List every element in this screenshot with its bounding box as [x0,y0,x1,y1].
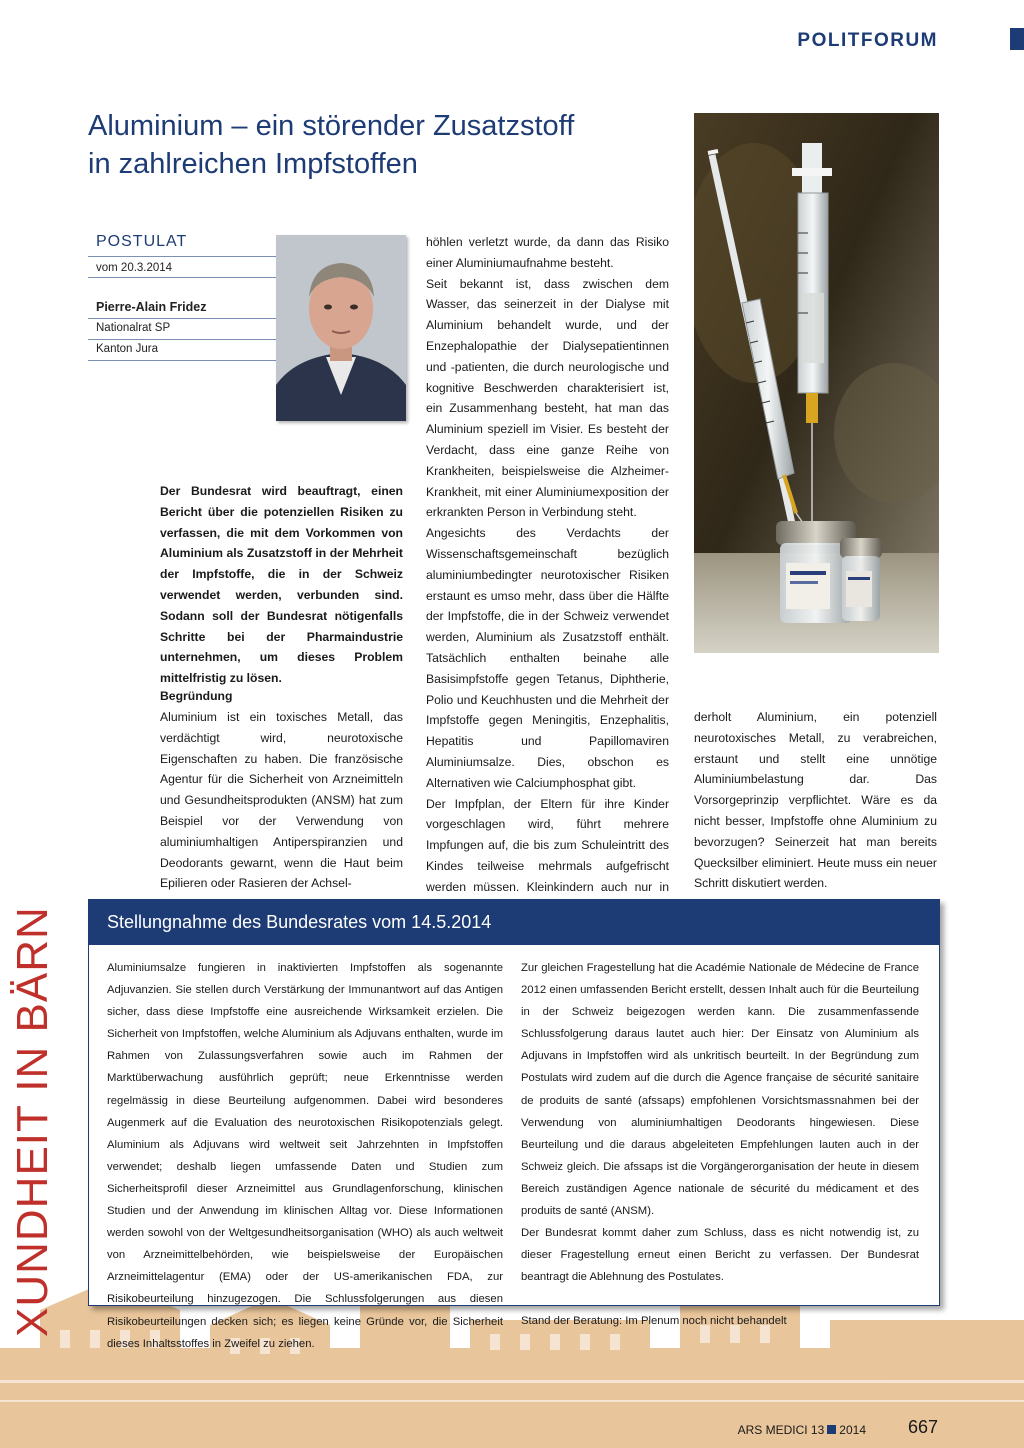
postulat-kicker: POSTULAT [96,233,188,250]
postulat-date: vom 20.3.2014 [96,262,173,274]
title-line-1: Aluminium – ein störender Zusatzstoff [88,110,575,142]
meta-divider [88,277,278,278]
section-marker [1010,28,1024,50]
author-name: Pierre-Alain Fridez [96,300,207,314]
statement-paragraph: Stand der Beratung: Im Plenum noch nicht behandelt [521,1315,787,1328]
article-paragraph: Der Impfplan, der Eltern für ihre Kinder vorgeschlagen wird, führt mehrere Impfungen auf, die bis zum Schuleintritt des Kindes teilweise mehrmals aufgefrischt werden müssen. Kleinkindern auch nur in [426,796,669,894]
footer-issue [738,1423,866,1437]
footer-magazine: ARS MEDICI 13 [737,1423,825,1437]
statement-column-left: Aluminiumsalze fungieren in inaktivierten Impfstoffen als sogenannte Adjuvanzien. Sie stellen durch Verstärkung der Immunantwort auf das Antigen sicher, dass diese Impfstoffe eine ausreichende Wirksamkeit erzielen. Die Sicherheit von Impfstoffen, welche Aluminium als Adjuvans enthalten, wurde im Rahmen von Zulassungsverfahren sowie auch im Rahmen der Marktüberwachung ausführlich geprüft; neue Erkenntnisse werden regelmässig in diese Beurteilung aufgenommen. Dabei wird besonderes Augenmerk auf die Evaluation des neurotoxischen Risikopotenzials gelegt. Aluminium als Adjuvans wird weltweit seit Jahrzehnten in Impfstoffen verwendet; deshalb liegen umfassende Daten und Studien zum Sicherheitsprofil dieser Arzneimittel aus Grundlagenforschung, klinischen Studien und der Anwendung im klinischen Alltag vor. Diese Informationen werden sowohl von der Weltgesundheitsorganisation (WHO) als auch weltweit von Arzneimittelbehörden, wie beispielsweise der Europäischen Arzneimittelagentur (EMA) oder der US-amerikanischen FDA, zur Risikobeurteilung hinzugezogen. Die Schlussfolgerungen aus diesen Risikobeurteilungen decken sich; es liegen keine Gründe vor, die Sicherheit dieses Inhaltsstoffes in Zweifel zu ziehen. [107,962,503,1350]
square-icon [827,1425,836,1434]
meta-divider [88,339,278,340]
author-canton: Kanton Jura [96,343,159,355]
author-role: Nationalrat SP [96,322,171,334]
article-paragraph: Angesichts des Verdachts der Wissenschaftsgemeinschaft bezüglich aluminiumbedingter neurotoxischer Risiken erstaunt es umso mehr, dass über die Hälfte der Impfstoffe, die in der Schweiz verwendet werden, Aluminium als Zusatzstoff enthält. Tatsächlich enthalten beinahe alle Basisimpfstoffe gegen Tetanus, Diphtherie, Polio und Keuchhusten und die Mehrheit der Impfstoffe gegen Meningitis, Enzephalitis, Hepatitis und Papillomaviren Aluminiumsalze. Dies, obschon es Alternativen wie Calciumphosphat gibt. [426,526,669,790]
title-line-2: in zahlreichen Impfstoffen [88,148,418,180]
article-paragraph: höhlen verletzt wurde, da dann das Risiko einer Aluminiumaufnahme besteht. [426,235,669,270]
meta-divider [88,360,278,361]
sidebar-vertical-title: XUNDHEIT IN BÄRN [8,906,57,1337]
section-label: POLITFORUM [797,30,938,51]
statement-paragraph: Zur gleichen Fragestellung hat die Académie Nationale de Médecine de France 2012 einen umfassenden Bericht erstellt, dessen Inhalt auch für die Beurteilung in der Schweiz beigezogen werden kann. Die zusammenfassende Schlussfolgerung daraus lautet auch hier: Der Einsatz von Aluminium als Adjuvans in Impfstoffen wird als unkritisch beurteilt. In der Begründung zum Postulats wird zudem auf die durch die Agence française de sécurité sanitaire de produits de santé (afssaps) empfohlenen Vorsichtsmassnahmen bei der Verwendung von aluminiumhaltigen Deodorants hingewiesen. Diese Beurteilung und die daraus abgeleiteten Empfehlungen lauten auch in der Schweiz gleich. Die afssaps ist die Vorgängerorganisation der heute in diesem Bereich zuständigen Agence nationale de sécurité du médicament et des produits de santé (ANSM). [521,962,919,1218]
statement-column-right [521,957,919,1333]
statement-heading: Stellungnahme des Bundesrates vom 14.5.2014 [89,900,939,945]
article-column-2 [426,232,669,918]
article-title [88,107,668,183]
article-paragraph: Seit bekannt ist, dass zwischen dem Wasser, das seinerzeit in der Dialyse mit Aluminium behandelt wurde, und der Enzephalopathie der Dialysepatientinnen und -patienten, die durch neurologische und kognitive Beschwerden charakterisiert ist, ein Zusammenhang besteht, hat man das Aluminium speziell im Visier. Es besteht der Verdacht, dass eine ganze Reihe von Krankheiten, beispielsweise die Alzheimer-Krankheit, mit einer Aluminiumexposition der erkrankten Person in Verbindung steht. [426,276,669,520]
footer-year: 2014 [839,1423,866,1437]
statement-box [88,899,940,1350]
syringe-photo [694,113,939,653]
statement-paragraph: Der Bundesrat kommt daher zum Schluss, dass es nicht notwendig ist, zu dieser Fragestellung erneut einen Bericht zu verfassen. Der Bundesrat beantragt die Ablehnung des Postulates. [521,1227,919,1284]
meta-divider [88,318,278,319]
author-portrait [276,235,406,421]
meta-divider [88,256,278,257]
page-number: 667 [907,1417,938,1437]
article-column-3: derholt Aluminium, ein potenziell neurotoxisches Metall, zu verabreichen, erstaunt und stellt eine unnötige Aluminiumbelastung dar. Das Vorsorgeprinzip verpflichtet. Wäre es da nicht besser, Impfstoffe ohne Aluminium zu bevorzugen? Seinerzeit hat man bereits Quecksilber eliminiert. Heute muss ein neuer Schritt diskutiert werden. [694,710,937,891]
article-lead: Der Bundesrat wird beauftragt, einen Bericht über die potenziellen Risiken zu verfassen, die mit dem Vorkommen von Aluminium als Zusatzstoff in der Mehrheit der Impfstoffe, die in der Schweiz verwendet werden, verbunden sind. Sodann soll der Bundesrat nötigenfalls Schritte bei der Pharmaindustrie unternehmen, um dieses Problem mittelfristig zu lösen. [160,484,403,686]
article-column-1: Aluminium ist ein toxisches Metall, das verdächtigt wird, neurotoxische Eigenschaften zu haben. Die französische Agentur für die Sicherheit von Arzneimitteln und Gesundheitsprodukten (ANSM) hat zum Beispiel vor der Verwendung von aluminiumhaltigen Antiperspiranzien und Deodorants gewarnt, wenn die Haut beim Epilieren oder Rasieren der Achsel- [160,710,403,891]
reason-heading: Begründung [160,689,233,703]
